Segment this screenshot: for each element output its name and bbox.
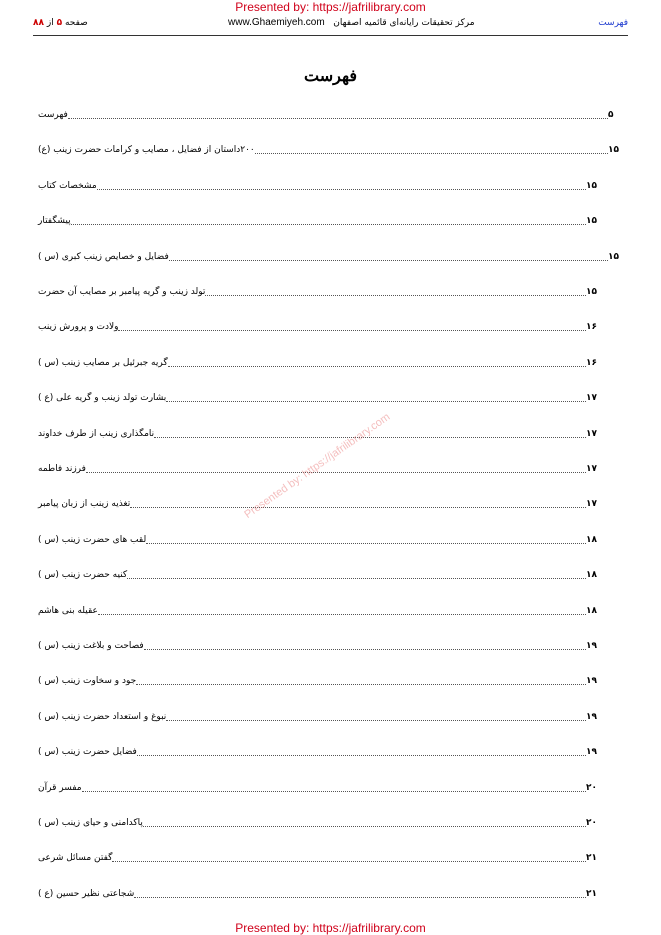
toc-entry[interactable]: [36, 672, 600, 688]
toc-entry[interactable]: [36, 177, 600, 193]
toc-leader-dots: [118, 330, 586, 331]
toc-entry-label: گفتن مسائل شرعی: [38, 853, 113, 864]
toc-entry-page: ۱۸: [586, 534, 597, 545]
toc-entry-page: ۱۹: [586, 747, 597, 758]
toc-entry-page: ۱۷: [586, 393, 597, 404]
toc-leader-dots: [86, 472, 586, 473]
toc-entry[interactable]: [36, 212, 600, 228]
toc-entry-label: فرزند فاطمه: [38, 464, 86, 474]
header-center-text: مرکز تحقیقات رایانه‌ای قائمیه اصفهان: [333, 18, 475, 28]
toc-leader-dots: [205, 295, 586, 296]
toc-entry-label: فضایل حضرت زینب (س ): [38, 747, 137, 758]
toc-entry-label: نبوغ و استعداد حضرت زینب (س ): [38, 711, 167, 722]
watermark: Presented by: https://jafrilibrary.com: [242, 410, 393, 522]
toc-entry[interactable]: [36, 566, 600, 582]
toc-entry-page: ۲۱: [586, 853, 597, 864]
toc-entry-page: ۱۵: [586, 216, 597, 227]
toc-entry-label: نامگذاری زینب از طرف خداوند: [38, 428, 155, 439]
toc-leader-dots: [144, 649, 586, 650]
toc-entry[interactable]: [36, 389, 600, 405]
toc-entry-page: ۱۷: [586, 499, 597, 510]
toc-entry[interactable]: [36, 106, 622, 122]
toc-entry-label: پیشگفتار: [38, 216, 71, 227]
toc-entry[interactable]: [36, 602, 600, 618]
page-prefix: صفحه: [64, 18, 88, 28]
toc-entry-label: گریه جبرئیل بر مصایب زینب (س ): [38, 357, 168, 368]
toc-leader-dots: [255, 153, 608, 154]
toc-entry-label: جود و سخاوت زینب (س ): [38, 676, 137, 687]
toc-entry[interactable]: [36, 531, 600, 547]
header-site-link[interactable]: www.Ghaemiyeh.com: [228, 17, 325, 28]
toc-entry-page: ۱۹: [586, 711, 597, 722]
toc-entry-label: فصاحت و بلاغت زینب (س ): [38, 641, 144, 651]
toc-leader-dots: [134, 897, 586, 898]
toc-leader-dots: [146, 543, 586, 544]
toc-entry-page: ۱۵: [586, 287, 597, 297]
toc-entry-page: ۲۱: [586, 888, 597, 899]
toc-entry[interactable]: [36, 885, 600, 901]
toc-entry-label: تولد زینب و گریه پیامبر بر مصایب آن حضرت: [38, 287, 206, 297]
toc-leader-dots: [97, 189, 586, 190]
toc-entry[interactable]: [36, 141, 622, 157]
page-of: از: [46, 18, 54, 28]
toc-entry[interactable]: [36, 354, 600, 370]
page-header: [33, 16, 628, 36]
header-center: [228, 17, 475, 28]
toc-entry-label: بشارت تولد زینب و گریه علی (ع ): [38, 393, 167, 404]
toc-entry-label: تغذیه زینب از زبان پیامبر: [38, 499, 131, 510]
toc-entry-page: ۲۰: [586, 782, 597, 793]
toc-entry-page: ۱۹: [586, 676, 597, 687]
toc-leader-dots: [98, 614, 586, 615]
toc-leader-dots: [82, 791, 586, 792]
toc-entry-label: مشخصات کتاب: [38, 180, 97, 191]
toc-entry-page: ۱۶: [586, 322, 597, 333]
toc-entry-label: فهرست: [38, 110, 68, 120]
toc-leader-dots: [169, 260, 608, 261]
toc-leader-dots: [154, 437, 586, 438]
toc-entry[interactable]: [36, 708, 600, 724]
toc-leader-dots: [166, 720, 586, 721]
toc-entry[interactable]: [36, 495, 600, 511]
toc-leader-dots: [136, 684, 586, 685]
toc-entry[interactable]: [36, 814, 600, 830]
page-current: ۵: [56, 18, 63, 28]
page-total: ۸۸: [33, 18, 44, 28]
toc-entry-label: لقب های حضرت زینب (س ): [38, 534, 147, 545]
header-page-info: [33, 18, 88, 28]
toc-entry[interactable]: [36, 248, 622, 264]
toc-entry-page: ۱۵: [586, 180, 597, 191]
top-banner[interactable]: Presented by: https://jafrilibrary.com: [235, 0, 426, 14]
toc-leader-dots: [143, 826, 586, 827]
toc-entry-page: ۱۵: [608, 251, 619, 262]
toc-leader-dots: [127, 578, 586, 579]
toc-entry-label: ۲۰۰داستان از فضایل ، مصایب و کرامات حضرت زینب (ع): [38, 145, 255, 156]
toc-entry-label: ولادت و پرورش زینب: [38, 322, 119, 333]
toc-entry[interactable]: [36, 849, 600, 865]
toc-entry-label: پاکدامنی و حیای زینب (س ): [38, 818, 143, 828]
toc-entry-page: ۱۵: [608, 145, 619, 156]
toc-entry[interactable]: [36, 283, 600, 299]
page-title: فهرست: [304, 66, 357, 85]
toc-entry-page: ۱۶: [586, 357, 597, 368]
toc-entry[interactable]: [36, 425, 600, 441]
header-section-title: فهرست: [598, 18, 628, 28]
bottom-banner[interactable]: Presented by: https://jafrilibrary.com: [235, 921, 426, 935]
toc-leader-dots: [112, 861, 586, 862]
toc-entry-page: ۵: [608, 110, 614, 120]
toc-entry-page: ۱۹: [586, 641, 597, 651]
toc-entry[interactable]: [36, 637, 600, 653]
toc-entry-label: کنیه حضرت زینب (س ): [38, 570, 128, 581]
toc-entry[interactable]: [36, 779, 600, 795]
toc-entry-label: شجاعتی نظیر حسین (ع ): [38, 888, 135, 899]
toc-leader-dots: [166, 401, 586, 402]
toc-entry-page: ۱۷: [586, 464, 597, 474]
toc-entry[interactable]: [36, 318, 600, 334]
toc-leader-dots: [71, 224, 586, 225]
toc-leader-dots: [130, 507, 586, 508]
toc-entry[interactable]: [36, 743, 600, 759]
toc-entry-page: ۱۸: [586, 570, 597, 581]
toc-entry-page: ۱۸: [586, 605, 597, 616]
toc-leader-dots: [168, 366, 586, 367]
toc-entry-label: عقیله بنی هاشم: [38, 605, 98, 616]
toc-leader-dots: [68, 118, 608, 119]
toc-leader-dots: [137, 755, 586, 756]
toc-entry-page: ۲۰: [586, 818, 597, 828]
toc-entry-label: فضایل و خصایص زینب کبری (س ): [38, 251, 169, 262]
toc-entry-label: مفسر قرآن: [38, 782, 82, 793]
toc-entry-page: ۱۷: [586, 428, 597, 439]
